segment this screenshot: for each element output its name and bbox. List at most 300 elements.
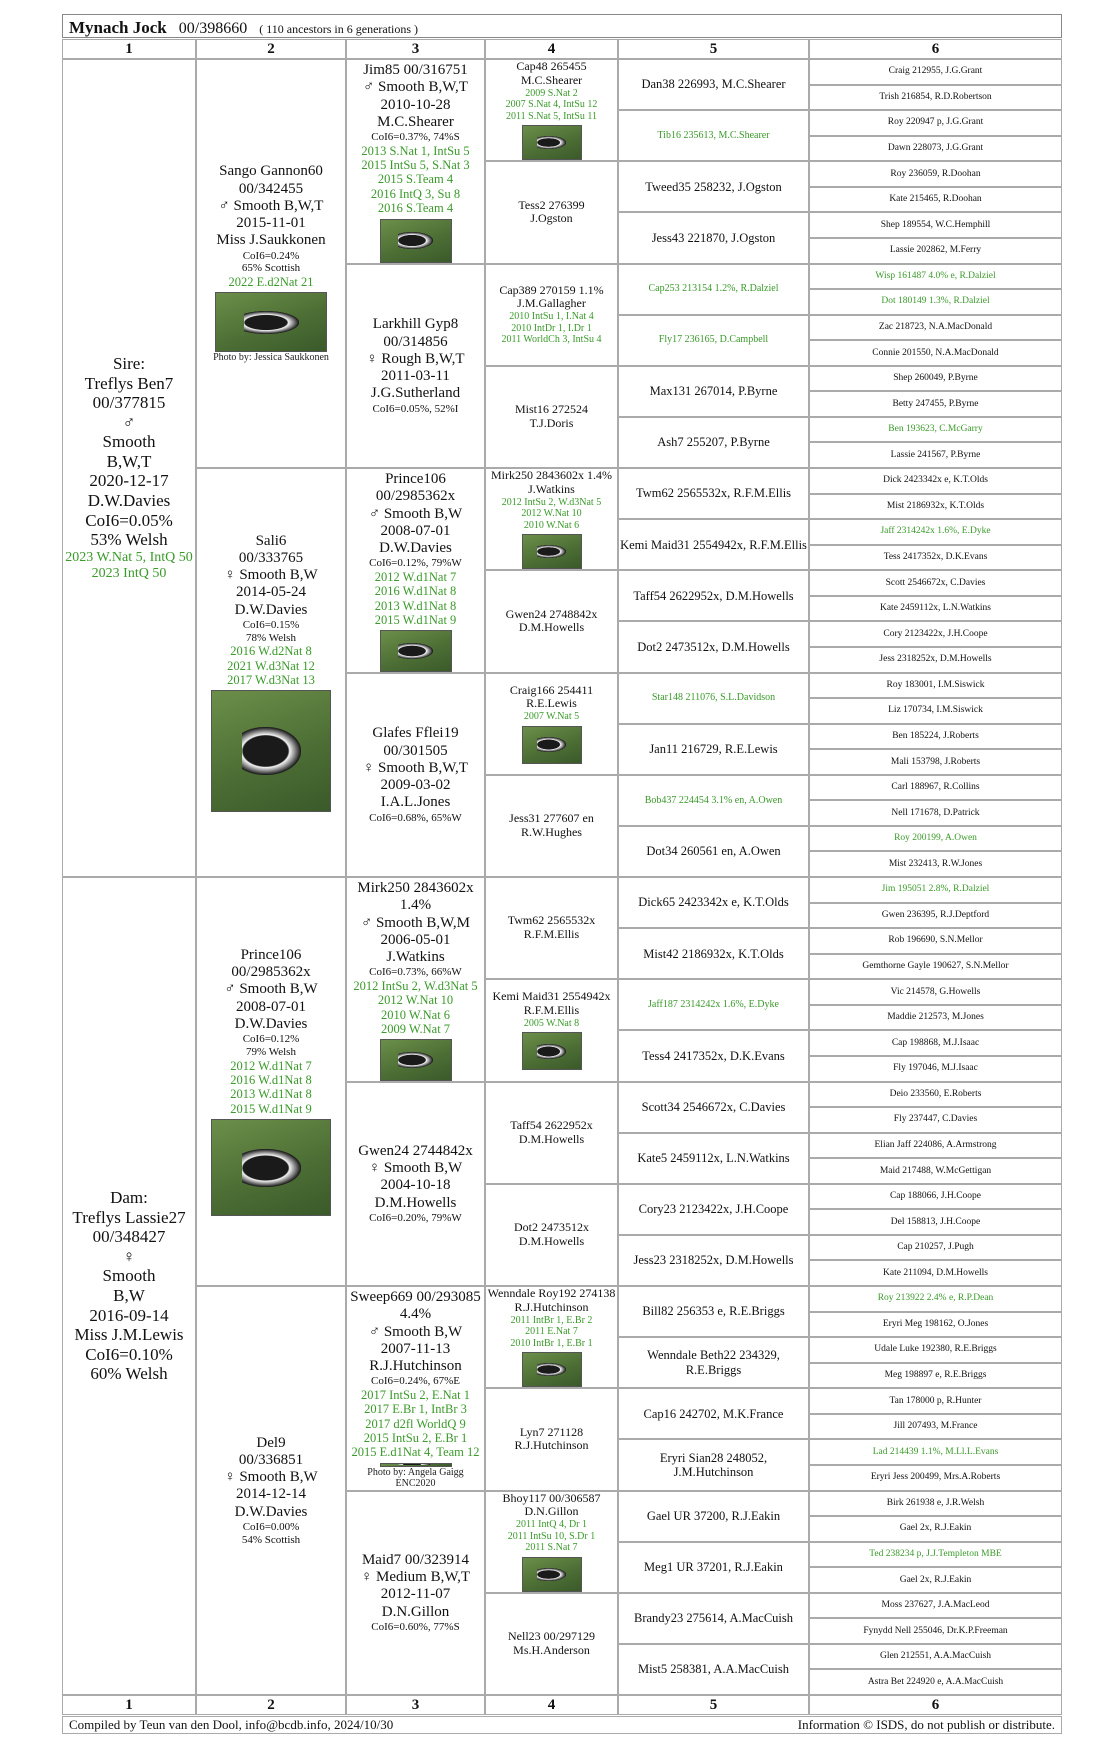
ancestor-line: Jaff187 2314242x 1.6%, E.Dyke <box>648 999 779 1011</box>
pedigree-cell-gen5 <box>618 979 809 1030</box>
ancestor-line: 2008-07-01 <box>380 522 451 539</box>
pedigree-cell-gen5 <box>618 673 809 724</box>
trial-result: 2016 W.d2Nat 8 <box>230 644 312 659</box>
trial-result: 2016 W.d1Nat 8 <box>230 1072 312 1087</box>
dog-photo <box>522 1557 582 1592</box>
pedigree-cell-gen6 <box>809 1516 1062 1542</box>
pedigree-cell-gen4 <box>485 775 618 877</box>
column-number: 1 <box>62 39 196 59</box>
ancestor-line: 00/2985362x <box>231 964 311 981</box>
ancestor-line: Dam: <box>110 1188 148 1208</box>
ancestor-line: Dick65 2423342x e, K.T.Olds <box>638 895 789 910</box>
ancestor-line: CoI6=0.12%, 79%W <box>369 557 462 570</box>
ancestor-line: Mirk250 2843602x 1.4% <box>357 880 474 914</box>
ancestor-line: Glen 212551, A.A.MacCuish <box>879 1651 992 1662</box>
pedigree-cell-gen5 <box>618 1439 809 1490</box>
ancestor-line: Kate 211094, D.M.Howells <box>883 1267 988 1278</box>
pedigree-cell-gen6 <box>809 775 1062 801</box>
trial-result: 2012 IntSu 2, W.d3Nat 5 <box>353 978 478 993</box>
ancestor-line: Taff54 2622952x, D.M.Howells <box>633 588 794 603</box>
ancestor-line: Prince106 <box>240 946 302 963</box>
ancestor-line: 2008-07-01 <box>236 998 306 1015</box>
ancestor-line: Miss J.Saukkonen <box>216 232 326 249</box>
trial-result: 2011 IntSu 10, S.Dr 1 <box>507 1530 596 1542</box>
pedigree-cell-gen6 <box>809 647 1062 673</box>
ancestor-line: Kemi Maid31 2554942x <box>492 989 611 1004</box>
pedigree-cell-gen5 <box>618 724 809 775</box>
ancestor-line: D.M.Howells <box>518 1131 585 1146</box>
ancestor-line: 60% Welsh <box>90 1364 168 1384</box>
trial-result: 2010 W.Nat 6 <box>380 1007 451 1022</box>
ancestor-line: Udale Luke 192380, R.E.Briggs <box>874 1344 997 1355</box>
trial-result: 2017 W.d3Nat 13 <box>227 672 315 687</box>
ancestor-line: Vic 214578, G.Howells <box>890 986 981 997</box>
pedigree-sheet <box>62 14 1064 1734</box>
ancestor-line: Scott34 2546672x, C.Davies <box>641 1099 786 1114</box>
pedigree-cell-gen6 <box>809 570 1062 596</box>
trial-result: 2017 d2fl WorldQ 9 <box>365 1416 466 1431</box>
ancestor-line: Lassie 202862, M.Ferry <box>889 245 982 256</box>
ancestor-line: 2015-11-01 <box>236 215 306 232</box>
pedigree-cell-gen6 <box>809 264 1062 290</box>
ancestor-line: Ben 185224, J.Roberts <box>892 730 979 741</box>
pedigree-header <box>62 14 1062 38</box>
trial-result: 2011 S.Nat 5, IntSu 11 <box>506 110 597 122</box>
pedigree-cell-gen4 <box>485 877 618 979</box>
pedigree-cell-gen6 <box>809 366 1062 392</box>
trial-result: 2015 E.d1Nat 4, Team 12 <box>351 1445 480 1460</box>
ancestor-line: Sweep669 00/293085 4.4% <box>350 1289 481 1323</box>
ancestor-line: Lassie 241567, P.Byrne <box>890 449 981 460</box>
trial-result: 2012 W.d1Nat 7 <box>230 1058 312 1073</box>
pedigree-cell-gen5 <box>618 264 809 315</box>
ancestor-line: B,W <box>113 1286 145 1305</box>
pedigree-cell-gen5 <box>618 775 809 826</box>
ancestor-line: Tweed35 258232, J.Ogston <box>645 179 782 194</box>
ancestor-line: Ted 238234 p, J.J.Templeton MBE <box>869 1548 1002 1559</box>
pedigree-cell-gen4 <box>485 264 618 366</box>
ancestor-stat: 78% Welsh <box>246 631 296 644</box>
pedigree-cell-gen5 <box>618 1235 809 1286</box>
ancestor-line: CoI6=0.05%, 52%I <box>372 402 459 415</box>
ancestor-line: Trish 216854, R.D.Robertson <box>879 91 992 102</box>
pedigree-cell-gen5 <box>618 1133 809 1184</box>
pedigree-cell-gen6 <box>809 1567 1062 1593</box>
ancestor-line: 2014-12-14 <box>236 1486 306 1503</box>
pedigree-cell-gen6 <box>809 494 1062 520</box>
ancestor-line: 2014-05-24 <box>236 584 306 601</box>
trial-result: 2013 S.Nat 1, IntSu 5 <box>361 143 470 158</box>
ancestor-line: Tess4 2417352x, D.K.Evans <box>642 1048 785 1063</box>
pedigree-cell-gen4 <box>485 468 618 570</box>
trial-result: 2016 S.Team 4 <box>377 201 454 216</box>
trial-result: 2013 W.d1Nat 8 <box>230 1087 312 1102</box>
ancestor-line: 00/348427 <box>92 1227 166 1247</box>
dog-photo <box>211 690 331 812</box>
pedigree-cell-gen6 <box>809 1107 1062 1133</box>
ancestor-line: 2007-11-13 <box>380 1340 451 1357</box>
ancestor-line: Cory 2123422x, J.H.Coope <box>883 628 988 639</box>
ancestor-line: Twm62 2565532x <box>507 913 596 928</box>
ancestor-line: Treflys Lassie27 <box>72 1207 186 1227</box>
ancestor-line: Zac 218723, N.A.MacDonald <box>878 321 993 332</box>
ancestor-line: Tess2 276399 <box>518 197 585 212</box>
ancestor-line: Meg1 UR 37201, R.J.Eakin <box>644 1560 783 1574</box>
ancestor-line: D.M.Howells <box>518 620 585 635</box>
ancestor-line: J.Ogston <box>530 211 573 226</box>
pedigree-cell-gen6 <box>809 1235 1062 1261</box>
trial-result: 2011 IntQ 4, Dr 1 <box>515 1519 587 1531</box>
pedigree-cell-gen6 <box>809 340 1062 366</box>
ancestor-line: J.Watkins <box>386 949 445 965</box>
dog-photo <box>522 1032 582 1070</box>
ancestor-line: Mirk250 2843602x 1.4% <box>491 468 612 482</box>
pedigree-cell-gen5 <box>618 59 809 110</box>
trial-result: 2021 W.d3Nat 12 <box>227 658 315 673</box>
pedigree-cell-gen6 <box>809 1184 1062 1210</box>
column-number: 3 <box>346 39 485 59</box>
ancestor-line: Gwen 236395, R.J.Deptford <box>881 909 990 920</box>
pedigree-cell-gen6 <box>809 1618 1062 1644</box>
pedigree-cell-gen2 <box>196 1286 346 1695</box>
pedigree-cell-gen6 <box>809 749 1062 775</box>
trial-result: 2005 W.Nat 8 <box>523 1017 580 1029</box>
pedigree-cell-gen5 <box>618 1082 809 1133</box>
pedigree-cell-gen4 <box>485 979 618 1081</box>
trial-result: 2007 S.Nat 4, IntSu 12 <box>505 99 598 111</box>
trial-result: 2016 IntQ 3, Su 8 <box>370 186 461 201</box>
pedigree-cell-gen5 <box>618 826 809 877</box>
trial-result: 2015 IntSu 2, E.Br 1 <box>363 1431 468 1446</box>
ancestor-line: ♂ Smooth B,W <box>368 1323 463 1340</box>
ancestor-line: Glafes Fflei19 00/301505 <box>372 725 459 759</box>
ancestor-line: 53% Welsh <box>90 530 168 550</box>
ancestor-line: Roy 236059, R.Doohan <box>890 168 981 179</box>
pedigree-cell-gen5 <box>618 1593 809 1644</box>
trial-result: 2012 W.Nat 10 <box>521 508 582 520</box>
ancestor-line: B,W,T <box>106 451 152 471</box>
ancestor-line: Craig 212955, J.G.Grant <box>888 66 983 77</box>
pedigree-cell-gen5 <box>618 1491 809 1542</box>
column-numbers-top <box>62 39 1062 59</box>
dog-reg-no: 00/398660 <box>178 20 248 37</box>
trial-result: 2011 S.Nat 7 <box>525 1542 578 1554</box>
pedigree-cell-gen6 <box>809 1158 1062 1184</box>
ancestor-line: J.M.Gallagher <box>517 296 586 311</box>
ancestor-line: 00/342455 <box>238 180 304 197</box>
ancestor-line: D.M.Howells <box>518 1233 585 1248</box>
pedigree-cell-gen4 <box>485 161 618 263</box>
dog-photo <box>215 292 327 352</box>
ancestor-line: Dot2 2473512x, D.M.Howells <box>637 639 790 654</box>
dog-photo <box>380 1039 452 1080</box>
pedigree-cell-gen4 <box>485 570 618 672</box>
ancestor-line: D.N.Gillon <box>524 1504 579 1519</box>
pedigree-cell-gen6 <box>809 110 1062 136</box>
pedigree-cell-gen5 <box>618 877 809 928</box>
column-numbers-bottom <box>62 1695 1062 1715</box>
ancestor-line: ♀ Smooth B,W <box>224 1469 318 1486</box>
ancestor-line: Connie 201550, N.A.MacDonald <box>872 347 999 358</box>
column-number: 5 <box>618 39 809 59</box>
pedigree-cell-gen6 <box>809 1337 1062 1363</box>
trial-result: 2023 IntQ 50 <box>91 565 167 581</box>
pedigree-cell-gen6 <box>809 1082 1062 1108</box>
ancestor-line: Gemthorne Gayle 190627, S.N.Mellor <box>862 961 1009 971</box>
ancestor-stat: CoI6=0.15% <box>242 618 300 631</box>
pedigree-cell-gen6 <box>809 1363 1062 1389</box>
pedigree-cell-gen5 <box>618 1184 809 1235</box>
pedigree-cell-gen6 <box>809 979 1062 1005</box>
pedigree-cell-gen6 <box>809 315 1062 341</box>
pedigree-cell-gen4 <box>485 1388 618 1490</box>
pedigree-cell-gen3 <box>346 264 485 469</box>
trial-result: 2011 E.Nat 7 <box>525 1326 578 1338</box>
ancestor-line: Taff54 2622952x <box>510 1117 593 1132</box>
pedigree-cell-gen6 <box>809 1644 1062 1670</box>
pedigree-cell-gen6 <box>809 1133 1062 1159</box>
ancestor-line: 2010-10-28 <box>380 96 451 113</box>
pedigree-cell-gen5 <box>618 315 809 366</box>
ancestor-line: Kate 2459112x, L.N.Watkins <box>879 603 992 614</box>
ancestor-line: Eryri Sian28 248052, J.M.Hutchinson <box>659 1450 768 1479</box>
ancestor-line: Meg 198897 e, R.E.Briggs <box>884 1370 987 1380</box>
pedigree-cell-gen4 <box>485 673 618 775</box>
trial-result: 2012 W.d1Nat 7 <box>374 569 457 584</box>
ancestor-line: Cap16 242702, M.K.France <box>643 1406 784 1421</box>
pedigree-cell-gen5 <box>618 1542 809 1593</box>
ancestor-line: D.M.Howells <box>374 1194 457 1211</box>
ancestor-line: Maid7 00/323914 <box>361 1551 470 1568</box>
ancestor-line: Gael 2x, R.J.Eakin <box>899 1574 972 1585</box>
ancestor-line: Wenndale Roy192 274138 <box>487 1286 616 1300</box>
pedigree-cell-gen6 <box>809 1030 1062 1056</box>
trial-result: 2010 IntDr 1, I.Dr 1 <box>511 322 592 334</box>
ancestor-line: Brandy23 275614, A.MacCuish <box>633 1611 794 1626</box>
trial-result: 2010 IntSu 1, I.Nat 4 <box>509 311 594 323</box>
trial-result: 2007 W.Nat 5 <box>523 711 580 723</box>
ancestor-line: 2004-10-18 <box>380 1177 451 1194</box>
ancestor-line: Cory23 2123422x, J.H.Coope <box>638 1202 789 1217</box>
ancestor-line: 2020-12-17 <box>89 471 169 491</box>
pedigree-cell-gen5 <box>618 212 809 263</box>
ancestor-line: Jim85 00/316751 <box>363 62 468 78</box>
column-number: 6 <box>809 39 1062 59</box>
dog-photo <box>380 1463 452 1467</box>
footer-compiled-by: Compiled by Teun van den Dool, info@bcdb.info, 2024/10/30 <box>69 1717 394 1732</box>
ancestor-line: Betty 247455, P.Byrne <box>892 398 979 409</box>
pedigree-cell-gen5 <box>618 570 809 621</box>
ancestor-line: 2012-11-07 <box>380 1586 451 1603</box>
ancestor-line: 2009-03-02 <box>380 777 451 794</box>
ancestor-line: ♂ Smooth B,W,M <box>360 914 471 931</box>
ancestor-line: Mist 232413, R.W.Jones <box>888 858 983 869</box>
ancestor-line: R.E.Lewis <box>526 696 577 711</box>
ancestor-line: Deio 233560, E.Roberts <box>889 1088 982 1099</box>
trial-result: 2009 W.Nat 7 <box>380 1022 451 1037</box>
pedigree-cell-gen6 <box>809 928 1062 954</box>
ancestor-line: Jill 207493, M.France <box>893 1421 978 1432</box>
ancestor-line: ♂ Smooth B,W,T <box>363 79 468 96</box>
ancestor-line: CoI6=0.10% <box>85 1344 173 1364</box>
pedigree-cell-gen6 <box>809 698 1062 724</box>
pedigree-cell-gen5 <box>618 161 809 212</box>
trial-result: 2010 W.Nat 6 <box>523 519 580 531</box>
ancestor-line: ♀ Smooth B,W <box>224 567 318 584</box>
pedigree-cell-gen6 <box>809 85 1062 111</box>
ancestor-line: 2011-03-11 <box>381 368 450 385</box>
dog-photo <box>211 1119 331 1216</box>
ancestor-line: Twm62 2565532x, R.F.M.Ellis <box>635 486 792 501</box>
ancestor-line: Dot2 2473512x <box>514 1220 589 1235</box>
ancestor-line: Star148 211076, S.L.Davidson <box>651 692 776 704</box>
pedigree-cell-gen6 <box>809 417 1062 443</box>
ancestor-line: Maddie 212573, M.Jones <box>887 1012 984 1023</box>
ancestor-line: CoI6=0.68%, 65%W <box>369 811 462 824</box>
ancestor-line: Mist42 2186932x, K.T.Olds <box>643 946 784 961</box>
ancestor-line: ♂ Smooth B,W <box>368 505 463 522</box>
trial-result: 2017 E.Br 1, IntBr 3 <box>364 1402 467 1417</box>
trial-result: 2015 S.Team 4 <box>377 172 454 187</box>
ancestor-line: Liz 170734, I.M.Siswick <box>888 705 983 716</box>
dog-name: Mynach Jock <box>69 18 167 37</box>
ancestor-line: Shep 260049, P.Byrne <box>893 373 978 384</box>
ancestor-line: Jess31 277607 en <box>509 811 594 826</box>
ancestor-line: R.F.M.Ellis <box>523 1003 580 1018</box>
ancestor-stat: 65% Scottish <box>241 262 301 275</box>
ancestor-line: Del9 <box>256 1434 286 1451</box>
ancestor-line: Moss 237627, J.A.MacLeod <box>881 1600 990 1611</box>
ancestor-line: Mali 153798, J.Roberts <box>890 756 981 767</box>
ancestor-line: Dan38 226993, M.C.Shearer <box>641 77 786 92</box>
ancestor-stat: CoI6=0.00% <box>242 1520 300 1533</box>
trial-result: 2015 W.d1Nat 9 <box>230 1101 312 1116</box>
ancestor-line: D.W.Davies <box>87 491 171 510</box>
ancestor-line: Smooth <box>102 432 156 452</box>
ancestor-line: Max131 267014, P.Byrne <box>649 384 778 399</box>
ancestor-line: Nell 171678, D.Patrick <box>891 807 980 818</box>
ancestor-line: Cap 210257, J.Pugh <box>897 1242 974 1253</box>
ancestor-line: ♀ Rough B,W,T <box>366 350 465 367</box>
pedigree-cell-gen6 <box>809 187 1062 213</box>
trial-result: 2016 W.d1Nat 8 <box>374 584 457 599</box>
ancestor-line: Lyn7 271128 <box>519 1424 584 1439</box>
pedigree-cell-gen6 <box>809 1491 1062 1517</box>
pedigree-cell-gen3 <box>346 468 485 673</box>
ancestor-line: Maid 217488, W.McGettigan <box>879 1165 992 1176</box>
trial-result: 2015 IntSu 5, S.Nat 3 <box>361 158 470 173</box>
pedigree-cell-gen6 <box>809 212 1062 238</box>
ancestor-line: Wenndale Beth22 234329, R.E.Briggs <box>647 1348 780 1377</box>
ancestor-line: ♂ <box>122 412 136 432</box>
pedigree-cell-gen5 <box>618 1286 809 1337</box>
ancestor-line: R.F.M.Ellis <box>523 927 580 942</box>
ancestor-line: Dot34 260561 en, A.Owen <box>646 844 781 859</box>
ancestor-line: Mist5 258381, A.A.MacCuish <box>637 1662 790 1677</box>
ancestor-line: ♀ <box>122 1246 136 1266</box>
dog-photo <box>522 726 582 764</box>
ancestor-line: Gael 2x, R.J.Eakin <box>899 1523 972 1534</box>
ancestor-line: Rob 196690, S.N.Mellor <box>888 935 983 946</box>
footer-copyright: Information © ISDS, do not publish or distribute. <box>797 1717 1055 1732</box>
pedigree-cell-gen3 <box>346 1286 485 1491</box>
trial-result: 2017 IntSu 2, E.Nat 1 <box>360 1387 471 1402</box>
ancestor-line: ♀ Smooth B,W <box>368 1160 463 1177</box>
ancestor-line: Sango Gannon60 <box>219 163 323 180</box>
ancestor-line: Scott 2546672x, C.Davies <box>885 577 986 588</box>
ancestor-line: Mist 2186932x, K.T.Olds <box>886 500 985 511</box>
ancestor-line: CoI6=0.37%, 74%S <box>371 131 460 143</box>
ancestor-line: I.A.L.Jones <box>380 794 451 811</box>
pedigree-cell-gen5 <box>618 1030 809 1081</box>
ancestor-line: M.C.Shearer <box>377 113 454 130</box>
ancestor-line: Del 158813, J.H.Coope <box>890 1216 981 1227</box>
ancestor-line: Dawn 228073, J.G.Grant <box>887 143 984 153</box>
column-number: 3 <box>346 1695 485 1715</box>
ancestor-line: Fynydd Nell 255046, Dr.K.P.Freeman <box>863 1625 1008 1636</box>
ancestor-line: ♀ Medium B,W,T <box>360 1569 471 1586</box>
trial-result: 2009 S.Nat 2 <box>525 87 578 99</box>
ancestor-line: Fly17 236165, D.Campbell <box>658 334 769 346</box>
ancestor-line: D.W.Davies <box>234 1015 308 1032</box>
pedigree-cell-gen6 <box>809 903 1062 929</box>
pedigree-cell-gen4 <box>485 366 618 468</box>
dog-photo <box>522 1352 582 1387</box>
pedigree-cell-gen3 <box>346 1491 485 1696</box>
pedigree-cell-gen6 <box>809 161 1062 187</box>
ancestor-line: Smooth <box>102 1266 156 1286</box>
pedigree-cell-gen4 <box>485 1082 618 1184</box>
dog-photo <box>380 630 452 671</box>
ancestor-line: Roy 183001, I.M.Siswick <box>886 679 985 690</box>
ancestor-line: ♂ Smooth B,W,T <box>218 197 324 214</box>
pedigree-cell-gen6 <box>809 519 1062 545</box>
ancestor-line: Craig166 254411 <box>509 682 594 697</box>
pedigree-cell-gen6 <box>809 1593 1062 1619</box>
ancestor-line: Bill82 256353 e, R.E.Briggs <box>642 1304 785 1319</box>
ancestor-line: Jaff 2314242x 1.6%, E.Dyke <box>880 526 991 537</box>
ancestor-line: D.W.Davies <box>379 540 452 556</box>
ancestor-note: ( 110 ancestors in 6 generations ) <box>259 22 419 36</box>
pedigree-cell-gen6 <box>809 724 1062 750</box>
ancestor-line: 2016-09-14 <box>89 1305 169 1325</box>
pedigree-cell-gen6 <box>809 673 1062 699</box>
ancestor-line: Bob437 224454 3.1% en, A.Owen <box>644 794 783 806</box>
pedigree-cell-gen6 <box>809 136 1062 162</box>
ancestor-line: CoI6=0.60%, 77%S <box>371 1620 460 1633</box>
pedigree-cell-gen6 <box>809 1260 1062 1286</box>
pedigree-cell-gen6 <box>809 954 1062 980</box>
footer <box>62 1716 1062 1734</box>
ancestor-line: ♂ Smooth B,W <box>224 981 318 998</box>
ancestor-line: R.J.Hutchinson <box>369 1358 462 1374</box>
photo-caption: Photo by: Angela Gaigg ENC2020 <box>367 1466 464 1489</box>
pedigree-cell-gen6 <box>809 1056 1062 1082</box>
ancestor-line: CoI6=0.05% <box>85 510 173 530</box>
ancestor-line: Eryri Meg 198162, O.Jones <box>882 1318 989 1329</box>
pedigree-cell-gen6 <box>809 59 1062 85</box>
pedigree-cell-gen6 <box>809 468 1062 494</box>
column-number: 1 <box>62 1695 196 1715</box>
pedigree-cell-gen6 <box>809 851 1062 877</box>
column-number: 6 <box>809 1695 1062 1715</box>
ancestor-line: R.J.Hutchinson <box>514 1299 589 1314</box>
ancestor-line: Elian Jaff 224086, A.Armstrong <box>874 1139 997 1150</box>
ancestor-line: Tan 178000 p, R.Hunter <box>889 1395 982 1406</box>
pedigree-cell-gen6 <box>809 1209 1062 1235</box>
ancestor-line: Cap 188066, J.H.Coope <box>889 1191 982 1202</box>
ancestor-line: R.W.Hughes <box>521 824 582 839</box>
